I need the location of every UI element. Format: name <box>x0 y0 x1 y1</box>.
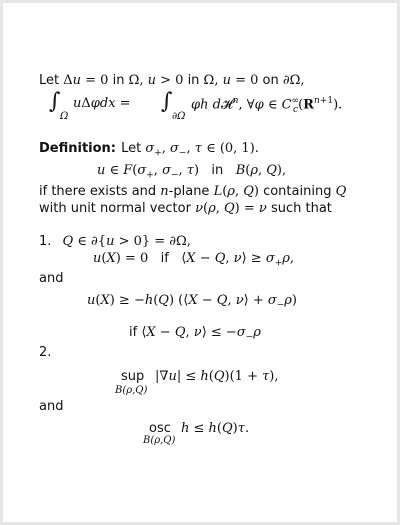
item-1-number: 1. <box>39 234 52 249</box>
item-2-number: 2. <box>39 345 52 360</box>
sup-operator: sup <box>121 369 145 384</box>
inequality-1-condition: if ⟨X − Q, ν⟩ ≤ $-\sigma_-\rho$ <box>129 325 261 343</box>
condition-line-1: if there exists and n-plane L(ρ, Q) containing Q <box>39 184 347 199</box>
osc-operator: osc <box>149 421 171 436</box>
document-page: Let Δu = 0 in Ω, u > 0 in Ω, u = 0 on ∂Ω, ∫ Ω uΔφdx = ∫ ∂Ω φh d𝓗$^n$, ∀φ ∈ $C^\infty_c(R^{n+1})$. Definition: Let $\sigma_+$, $\sigma_-$, τ ∈ (0, 1). u ∈ $F(\sigma_+$, $\sigma_-$, τ) in B(ρ, Q), if there exists and n-plane L(ρ, Q) containing Q with unit normal vector ν(ρ, Q) = ν such that 1. Q ∈ ∂{u > 0} = ∂Ω, u(X) = 0 if ⟨X − Q, ν⟩ ≥ $\sigma_+\rho$, and u(X) ≥ −h(Q) (⟨X − Q, ν⟩ + $\sigma_-\rho$) if ⟨X − Q, ν⟩ ≤ $-\sigma_-\rho$ 2. sup B(ρ,Q) |∇u| ≤ h(Q)(1 + τ), and osc B(ρ,Q) h ≤ h(Q)τ. <box>3 3 397 522</box>
sup-subscript: B(ρ,Q) <box>115 385 148 396</box>
definition-line: Definition: Let $\sigma_+$, $\sigma_-$, τ ∈ (0, 1). <box>39 141 259 159</box>
connector-and-2: and <box>39 399 64 414</box>
class-membership: u ∈ $F(\sigma_+$, $\sigma_-$, τ) in B(ρ, Q), <box>97 163 287 181</box>
condition-line-2: with unit normal vector ν(ρ, Q) = ν such that <box>39 201 332 216</box>
inequality-1: u(X) ≥ −h(Q) (⟨X − Q, ν⟩ + $\sigma_-\rho$) <box>87 293 297 311</box>
item-1-equation: u(X) = 0 if ⟨X − Q, ν⟩ ≥ $\sigma_+\rho$, <box>93 251 295 269</box>
hypothesis-line: Let Δu = 0 in Ω, u > 0 in Ω, u = 0 on ∂Ω, <box>39 73 305 88</box>
definition-heading: Definition: <box>39 141 117 156</box>
osc-subscript: B(ρ,Q) <box>143 435 176 446</box>
text-let: Let <box>39 73 64 88</box>
connector-and-1: and <box>39 271 64 286</box>
item-1: 1. Q ∈ ∂{u > 0} = ∂Ω, <box>39 234 191 249</box>
